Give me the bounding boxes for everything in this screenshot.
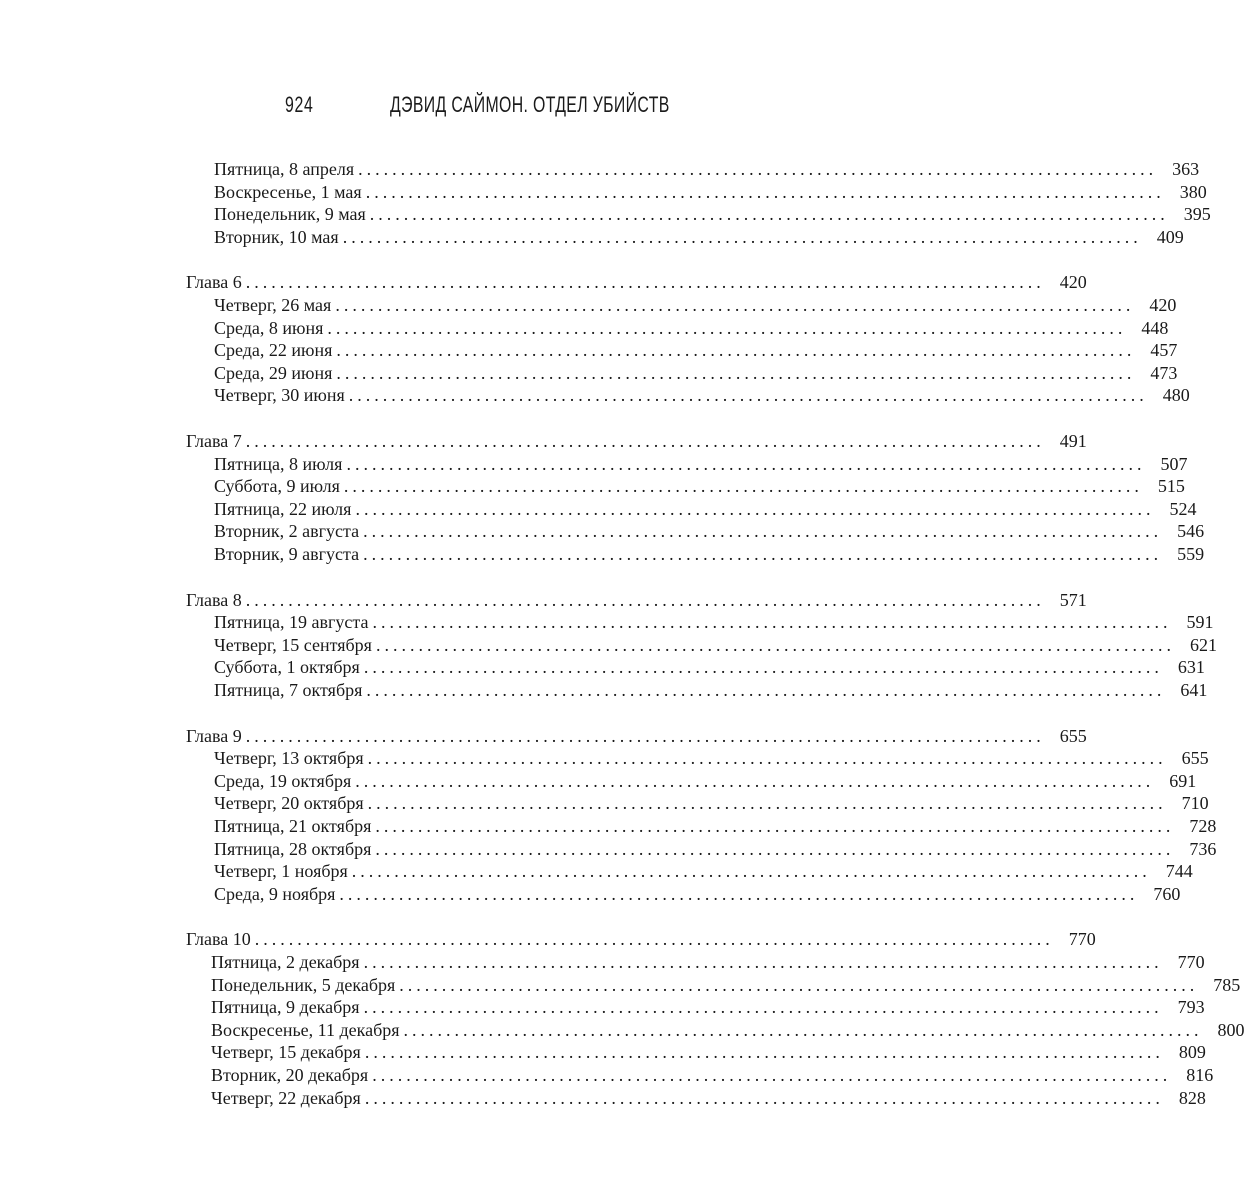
toc-entry <box>214 815 1217 837</box>
toc-page-number: 507 <box>1160 453 1188 474</box>
toc-entry <box>214 883 1181 905</box>
toc-entry <box>211 1064 1214 1086</box>
toc-label: Среда, 29 июня <box>214 362 333 383</box>
toc-label: Пятница, 28 октября <box>214 838 372 859</box>
toc-label: Среда, 8 июня <box>214 317 324 338</box>
toc-page-number: 591 <box>1186 612 1214 633</box>
toc-entry <box>214 838 1217 860</box>
toc-page-number: 728 <box>1189 816 1217 836</box>
toc-entry <box>214 226 1184 248</box>
toc-page-number: 395 <box>1183 204 1211 225</box>
toc-label: Глава 6 <box>186 272 242 293</box>
toc-page-number: 641 <box>1180 680 1208 700</box>
toc-page-number: 770 <box>1177 952 1205 972</box>
chapter-heading <box>186 271 1087 293</box>
dot-leader: .............................................................................................. <box>363 997 1163 1018</box>
toc-page-number: 473 <box>1150 362 1178 383</box>
toc-page-number: 380 <box>1179 181 1207 202</box>
dot-leader: .............................................................................................. <box>355 498 1155 519</box>
dot-leader: .............................................................................................. <box>399 974 1199 995</box>
toc-page-number: 480 <box>1162 385 1190 406</box>
toc-page-number: 515 <box>1157 476 1185 497</box>
toc-page-number: 409 <box>1156 226 1184 247</box>
dot-leader: .............................................................................................. <box>339 883 1139 904</box>
toc-entry <box>214 792 1209 814</box>
toc-entry <box>214 384 1190 406</box>
toc-page-number: 736 <box>1189 838 1217 859</box>
toc-entry <box>211 996 1205 1018</box>
toc-label: Пятница, 9 декабря <box>211 997 360 1018</box>
toc-entry <box>214 656 1205 678</box>
toc-page-number: 631 <box>1177 657 1205 678</box>
toc-label: Глава 8 <box>186 589 242 610</box>
chapter-heading <box>186 928 1096 950</box>
toc-page-number: 621 <box>1189 634 1217 655</box>
toc-page-number: 760 <box>1153 883 1181 904</box>
toc-label: Пятница, 8 июля <box>214 453 343 474</box>
toc-label: Глава 7 <box>186 431 242 451</box>
toc-label: Понедельник, 9 мая <box>214 204 366 225</box>
dot-leader: .............................................................................................. <box>369 204 1169 225</box>
dot-leader: .............................................................................................. <box>245 272 1045 293</box>
toc-page-number: 420 <box>1149 295 1177 315</box>
dot-leader: .............................................................................................. <box>372 612 1172 633</box>
toc-label: Четверг, 13 октября <box>214 748 364 769</box>
dot-leader: .............................................................................................. <box>355 770 1155 791</box>
dot-leader: .............................................................................................. <box>363 521 1163 542</box>
toc-page-number: 491 <box>1059 431 1087 451</box>
toc-entry <box>211 974 1241 996</box>
dot-leader: .............................................................................................. <box>367 793 1167 814</box>
toc-page-number: 800 <box>1217 1019 1245 1040</box>
dot-leader: .............................................................................................. <box>335 295 1135 315</box>
toc-label: Четверг, 26 мая <box>214 295 332 315</box>
toc-page-number: 816 <box>1186 1065 1214 1085</box>
toc-label: Вторник, 20 декабря <box>211 1065 369 1085</box>
toc-entry <box>214 679 1208 701</box>
dot-leader: .............................................................................................. <box>346 453 1146 474</box>
toc-page-number: 420 <box>1059 272 1087 293</box>
dot-leader: .............................................................................................. <box>245 589 1045 610</box>
dot-leader: .............................................................................................. <box>364 1042 1164 1063</box>
running-title: ДЭВИД САЙМОН. ОТДЕЛ УБИЙСТВ <box>390 92 670 117</box>
dot-leader: .............................................................................................. <box>363 952 1163 972</box>
toc-entry <box>214 520 1205 542</box>
toc-page-number: 559 <box>1177 544 1205 564</box>
toc-label: Пятница, 21 октября <box>214 816 372 836</box>
chapter-heading <box>186 725 1087 747</box>
toc-label: Вторник, 10 мая <box>214 226 339 247</box>
toc-page-number: 770 <box>1068 929 1096 950</box>
toc-label: Четверг, 15 сентября <box>214 634 372 655</box>
dot-leader: .............................................................................................. <box>351 861 1151 882</box>
toc-label: Понедельник, 5 декабря <box>211 974 396 995</box>
toc-page-number: 546 <box>1177 521 1205 542</box>
dot-leader: .............................................................................................. <box>403 1019 1203 1040</box>
toc-page-number: 655 <box>1181 748 1209 769</box>
toc-entry <box>214 294 1177 316</box>
toc-label: Глава 9 <box>186 725 242 746</box>
dot-leader: .............................................................................................. <box>372 1065 1172 1085</box>
toc-label: Четверг, 1 ноября <box>214 861 348 882</box>
toc-label: Вторник, 2 августа <box>214 521 360 542</box>
dot-leader: .............................................................................................. <box>375 816 1175 836</box>
toc-entry <box>214 203 1211 225</box>
dot-leader: .............................................................................................. <box>342 226 1142 247</box>
toc-entry <box>214 362 1178 384</box>
toc-page-number: 809 <box>1178 1042 1206 1063</box>
dot-leader: .............................................................................................. <box>343 476 1143 497</box>
toc-entry <box>214 860 1193 882</box>
toc-entry <box>214 475 1185 497</box>
toc-page-number: 744 <box>1165 861 1193 882</box>
toc-page-number: 710 <box>1181 793 1209 814</box>
toc-entry <box>211 1087 1206 1109</box>
toc-page-number: 448 <box>1141 317 1169 338</box>
toc-entry <box>214 158 1200 180</box>
dot-leader: .............................................................................................. <box>363 657 1163 678</box>
toc-page-number: 363 <box>1172 159 1200 179</box>
toc-entry <box>214 543 1205 565</box>
toc-entry <box>214 317 1169 339</box>
dot-leader: .............................................................................................. <box>254 929 1054 950</box>
toc-entry <box>214 498 1197 520</box>
toc-page-number: 785 <box>1213 974 1241 995</box>
toc-page-number: 655 <box>1059 725 1087 746</box>
toc-entry <box>214 181 1207 203</box>
toc-page-number: 524 <box>1169 498 1197 519</box>
dot-leader: .............................................................................................. <box>367 748 1167 769</box>
dot-leader: .............................................................................................. <box>375 634 1175 655</box>
toc-label: Пятница, 22 июля <box>214 498 352 519</box>
toc-entry <box>214 770 1197 792</box>
toc-entry <box>214 453 1188 475</box>
running-header <box>0 92 900 128</box>
dot-leader: .............................................................................................. <box>336 340 1136 361</box>
toc-page-number: 691 <box>1169 770 1197 791</box>
toc-label: Пятница, 2 декабря <box>211 952 360 972</box>
chapter-heading <box>186 430 1087 452</box>
toc-label: Воскресенье, 1 мая <box>214 181 362 202</box>
toc-label: Четверг, 30 июня <box>214 385 345 406</box>
toc-label: Вторник, 9 августа <box>214 544 360 564</box>
toc-label: Глава 10 <box>186 929 251 950</box>
toc-label: Среда, 9 ноября <box>214 883 336 904</box>
dot-leader: .............................................................................................. <box>348 385 1148 406</box>
toc-label: Пятница, 8 апреля <box>214 159 355 179</box>
toc-label: Пятница, 19 августа <box>214 612 369 633</box>
toc-entry <box>211 1041 1206 1063</box>
dot-leader: .............................................................................................. <box>245 725 1045 746</box>
toc-label: Среда, 19 октября <box>214 770 352 791</box>
toc-label: Суббота, 1 октября <box>214 657 360 678</box>
toc-entry <box>211 951 1205 973</box>
toc-entry <box>214 747 1209 769</box>
dot-leader: .............................................................................................. <box>358 159 1158 179</box>
toc-label: Пятница, 7 октября <box>214 680 363 700</box>
toc-entry <box>214 611 1214 633</box>
page-number: 924 <box>285 92 314 117</box>
toc-label: Четверг, 22 декабря <box>211 1087 361 1108</box>
toc-entry <box>211 1019 1245 1041</box>
toc-page-number: 571 <box>1059 589 1087 610</box>
toc-label: Среда, 22 июня <box>214 340 333 361</box>
toc-entry <box>214 634 1217 656</box>
dot-leader: .............................................................................................. <box>375 838 1175 859</box>
chapter-heading <box>186 589 1087 611</box>
toc-label: Четверг, 15 декабря <box>211 1042 361 1063</box>
toc-entry <box>214 339 1178 361</box>
dot-leader: .............................................................................................. <box>363 544 1163 564</box>
toc-label: Воскресенье, 11 декабря <box>211 1019 400 1040</box>
toc-label: Четверг, 20 октября <box>214 793 364 814</box>
dot-leader: .............................................................................................. <box>245 431 1045 451</box>
dot-leader: .............................................................................................. <box>327 317 1127 338</box>
toc-page-number: 793 <box>1177 997 1205 1018</box>
toc-page-number: 457 <box>1150 340 1178 361</box>
dot-leader: .............................................................................................. <box>336 362 1136 383</box>
toc-page-number: 828 <box>1178 1087 1206 1108</box>
toc-label: Суббота, 9 июля <box>214 476 340 497</box>
dot-leader: .............................................................................................. <box>366 680 1166 700</box>
dot-leader: .............................................................................................. <box>365 181 1165 202</box>
dot-leader: .............................................................................................. <box>364 1087 1164 1108</box>
